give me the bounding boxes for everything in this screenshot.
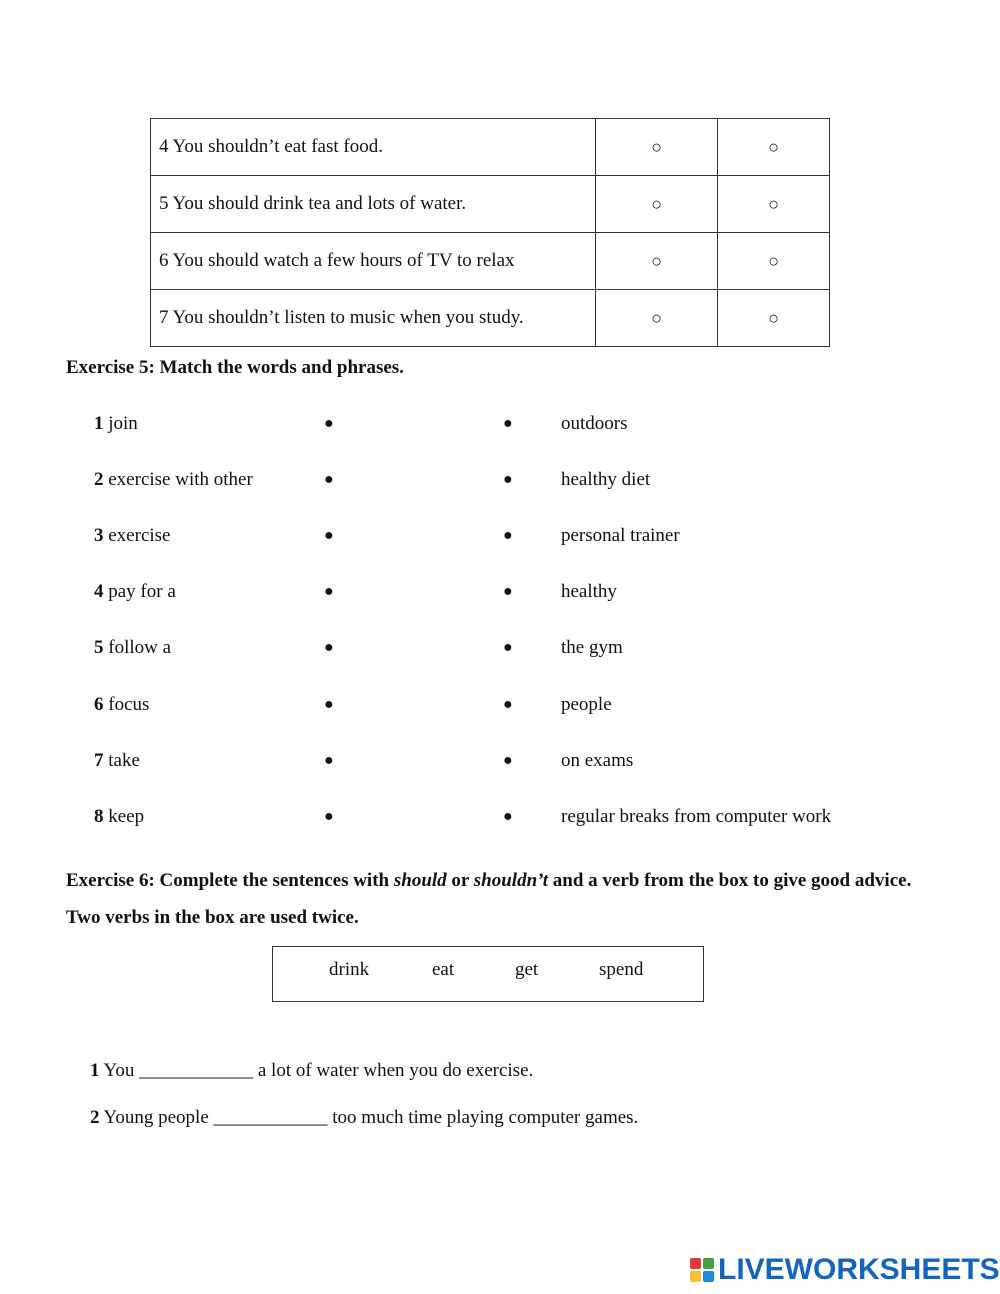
radio-option-2[interactable]: ○ (718, 290, 830, 347)
true-false-table (150, 118, 830, 347)
match-right-item: healthy diet (561, 469, 651, 490)
brand-text: LIVEWORKSHEETS (718, 1253, 1000, 1286)
logo-square (690, 1271, 701, 1282)
radio-option-1[interactable]: ○ (596, 176, 718, 233)
match-right-item: on exams (561, 750, 634, 771)
match-dot-left[interactable]: ● (324, 471, 334, 488)
sentence-item: 1 You ____________ a lot of water when you do exercise. (90, 1060, 534, 1081)
match-dot-left[interactable]: ● (324, 527, 334, 544)
radio-option-1[interactable]: ○ (596, 119, 718, 176)
logo-square (703, 1258, 714, 1269)
sentence-item: 2 Young people ____________ too much time playing computer games. (90, 1107, 639, 1128)
statement-cell: 4 You shouldn’t eat fast food. (151, 119, 596, 176)
liveworksheets-logo-icon (690, 1258, 714, 1282)
match-dot-right[interactable]: ● (503, 696, 513, 713)
logo-square (703, 1271, 714, 1282)
radio-option-2[interactable]: ○ (718, 176, 830, 233)
match-row (0, 525, 1000, 551)
word-box-item: drink (329, 959, 370, 980)
match-row (0, 806, 1000, 832)
exercise-6-heading: Exercise 6: Complete the sentences with should or shouldn’t and a verb from the box to give good advice. Two verbs in the box are used twice. (66, 870, 912, 928)
statement-cell: 5 You should drink tea and lots of water. (151, 176, 596, 233)
word-box-item: eat (432, 959, 455, 980)
match-dot-right[interactable]: ● (503, 808, 513, 825)
statement-cell: 7 You shouldn’t listen to music when you study. (151, 290, 596, 347)
match-row (0, 750, 1000, 776)
match-right-item: people (561, 694, 612, 715)
radio-option-1[interactable]: ○ (596, 233, 718, 290)
radio-option-2[interactable]: ○ (718, 233, 830, 290)
sentence-text[interactable]: You ____________ a lot of water when you do exercise. (103, 1060, 534, 1081)
match-right-item: healthy (561, 581, 617, 602)
match-left-item: 6 focus (94, 694, 150, 715)
match-right-item: outdoors (561, 413, 628, 434)
match-row (0, 581, 1000, 607)
exercise-5-heading: Exercise 5: Match the words and phrases. (66, 357, 404, 378)
radio-option-1[interactable]: ○ (596, 290, 718, 347)
match-dot-right[interactable]: ● (503, 415, 513, 432)
match-row (0, 413, 1000, 439)
match-dot-right[interactable]: ● (503, 752, 513, 769)
match-right-item: regular breaks from computer work (561, 806, 832, 827)
match-dot-right[interactable]: ● (503, 639, 513, 656)
match-dot-left[interactable]: ● (324, 808, 334, 825)
match-row (0, 637, 1000, 663)
match-left-item: 8 keep (94, 806, 145, 827)
match-dot-left[interactable]: ● (324, 583, 334, 600)
match-left-item: 4 pay for a (94, 581, 176, 602)
statement-cell: 6 You should watch a few hours of TV to relax (151, 233, 596, 290)
sentence-text[interactable]: Young people ____________ too much time playing computer games. (103, 1107, 639, 1128)
match-dot-left[interactable]: ● (324, 752, 334, 769)
word-box-item: spend (599, 959, 644, 980)
match-dot-right[interactable]: ● (503, 471, 513, 488)
match-dot-right[interactable]: ● (503, 527, 513, 544)
radio-option-2[interactable]: ○ (718, 119, 830, 176)
logo-square (690, 1258, 701, 1269)
table-row (151, 290, 830, 347)
table-row (151, 176, 830, 233)
match-left-item: 5 follow a (94, 637, 172, 658)
match-right-item: personal trainer (561, 525, 680, 546)
match-dot-left[interactable]: ● (324, 415, 334, 432)
match-dot-left[interactable]: ● (324, 696, 334, 713)
word-box (272, 946, 704, 1002)
match-left-item: 3 exercise (94, 525, 171, 546)
match-row (0, 694, 1000, 720)
match-dot-right[interactable]: ● (503, 583, 513, 600)
liveworksheets-logo (690, 1253, 1000, 1287)
match-left-item: 1 join (94, 413, 138, 434)
match-right-item: the gym (561, 637, 623, 658)
table-row (151, 233, 830, 290)
table-row (151, 119, 830, 176)
match-left-item: 2 exercise with other (94, 469, 253, 490)
match-left-item: 7 take (94, 750, 140, 771)
word-box-item: get (515, 959, 539, 980)
match-row (0, 469, 1000, 495)
match-dot-left[interactable]: ● (324, 639, 334, 656)
